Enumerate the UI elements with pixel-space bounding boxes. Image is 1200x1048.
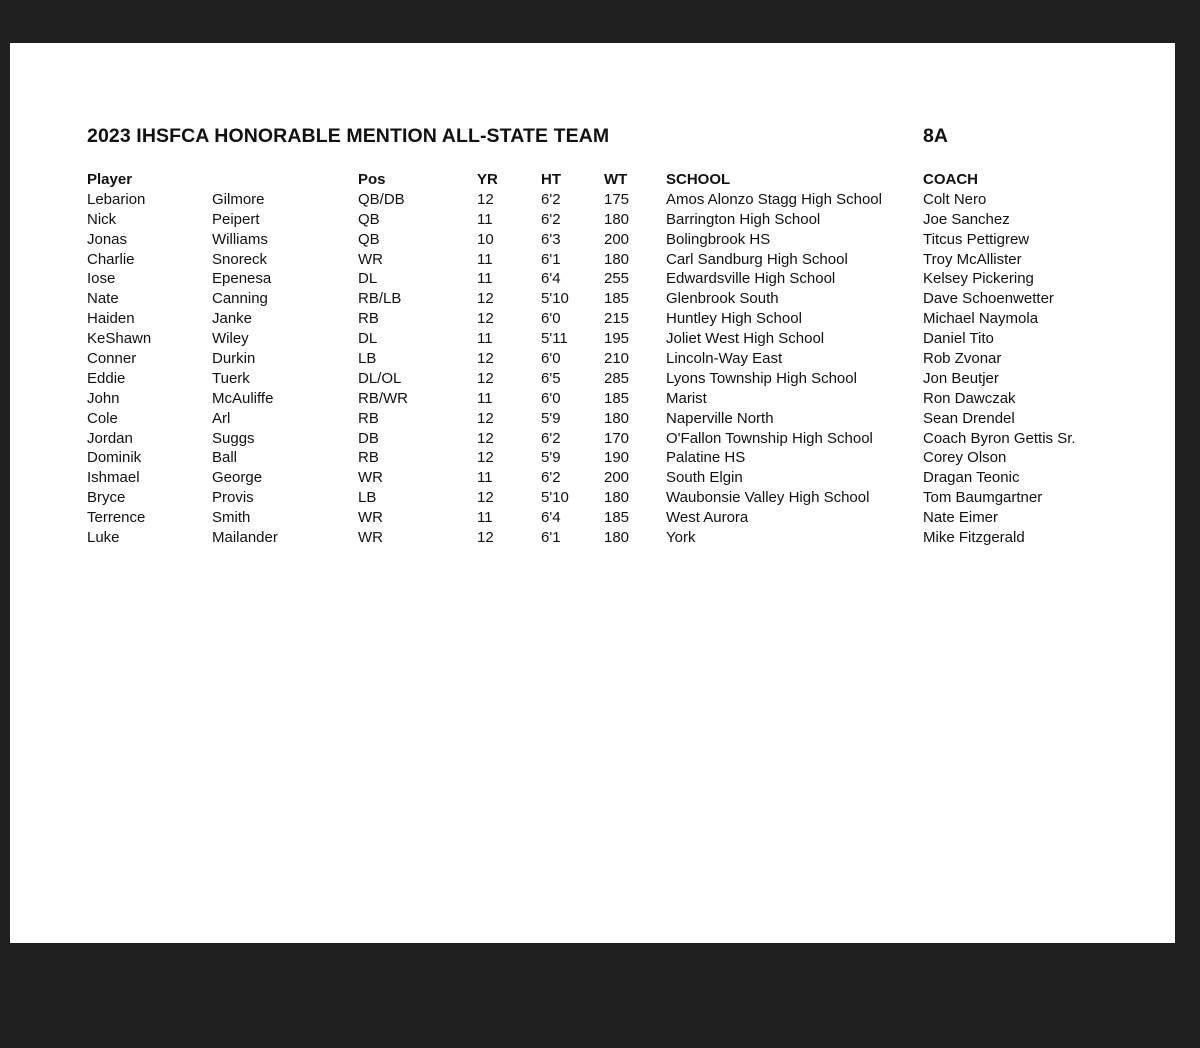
player-first-name: Cole bbox=[87, 409, 118, 427]
player-first-name: KeShawn bbox=[87, 330, 152, 348]
weight-cell: 195 bbox=[604, 330, 630, 348]
position-cell: WR bbox=[358, 509, 383, 527]
school-cell: Palatine HS bbox=[666, 449, 746, 467]
position-cell: QB bbox=[358, 210, 380, 228]
school-cell: Marist bbox=[666, 389, 707, 407]
coach-cell: Dragan Teonic bbox=[923, 469, 1020, 487]
player-last-name: Suggs bbox=[212, 429, 255, 447]
coach-cell: Titcus Pettigrew bbox=[923, 230, 1030, 248]
school-cell: Barrington High School bbox=[666, 210, 821, 228]
position-cell: LB bbox=[358, 489, 377, 507]
player-last-name: McAuliffe bbox=[212, 389, 274, 407]
weight-cell: 170 bbox=[604, 429, 630, 447]
year-cell: 12 bbox=[477, 489, 494, 507]
table-row bbox=[10, 190, 1175, 210]
coach-cell: Joe Sanchez bbox=[923, 210, 1010, 228]
year-cell: 12 bbox=[477, 529, 494, 547]
table-row bbox=[10, 508, 1175, 528]
weight-cell: 185 bbox=[604, 389, 630, 407]
coach-cell: Rob Zvonar bbox=[923, 350, 1002, 368]
position-cell: DB bbox=[358, 429, 379, 447]
weight-cell: 255 bbox=[604, 270, 630, 288]
coach-cell: Corey Olson bbox=[923, 449, 1007, 467]
year-cell: 12 bbox=[477, 290, 494, 308]
weight-cell: 185 bbox=[604, 509, 630, 527]
player-last-name: Provis bbox=[212, 489, 254, 507]
school-cell: Edwardsville High School bbox=[666, 270, 836, 288]
weight-cell: 285 bbox=[604, 369, 630, 387]
weight-cell: 215 bbox=[604, 310, 630, 328]
school-cell: South Elgin bbox=[666, 469, 743, 487]
player-last-name: Snoreck bbox=[212, 250, 268, 268]
header-school: SCHOOL bbox=[666, 171, 731, 188]
school-cell: O'Fallon Township High School bbox=[666, 429, 873, 447]
year-cell: 11 bbox=[477, 330, 493, 348]
table-row bbox=[10, 448, 1175, 468]
table-row bbox=[10, 269, 1175, 289]
school-cell: York bbox=[666, 529, 696, 547]
height-cell: 6'4 bbox=[541, 270, 561, 288]
table-row bbox=[10, 528, 1175, 548]
weight-cell: 180 bbox=[604, 210, 630, 228]
header-pos: Pos bbox=[358, 171, 386, 188]
school-cell: Naperville North bbox=[666, 409, 774, 427]
table-row bbox=[10, 409, 1175, 429]
position-cell: RB bbox=[358, 310, 379, 328]
weight-cell: 180 bbox=[604, 489, 630, 507]
height-cell: 5'9 bbox=[541, 409, 561, 427]
player-first-name: Lebarion bbox=[87, 190, 146, 208]
position-cell: DL bbox=[358, 330, 378, 348]
year-cell: 11 bbox=[477, 270, 493, 288]
player-first-name: Luke bbox=[87, 529, 120, 547]
height-cell: 6'1 bbox=[541, 250, 561, 268]
table-row bbox=[10, 309, 1175, 329]
weight-cell: 180 bbox=[604, 409, 630, 427]
table-body bbox=[10, 190, 1175, 548]
weight-cell: 180 bbox=[604, 250, 630, 268]
weight-cell: 185 bbox=[604, 290, 630, 308]
table-row bbox=[10, 289, 1175, 309]
position-cell: LB bbox=[358, 350, 377, 368]
height-cell: 6'2 bbox=[541, 469, 561, 487]
position-cell: QB/DB bbox=[358, 190, 405, 208]
school-cell: West Aurora bbox=[666, 509, 749, 527]
school-cell: Carl Sandburg High School bbox=[666, 250, 848, 268]
height-cell: 6'5 bbox=[541, 369, 561, 387]
header-yr: YR bbox=[477, 171, 498, 188]
header-player: Player bbox=[87, 171, 133, 188]
position-cell: WR bbox=[358, 529, 383, 547]
player-first-name: Ishmael bbox=[87, 469, 140, 487]
table-row bbox=[10, 250, 1175, 270]
header-coach: COACH bbox=[923, 171, 978, 188]
header-wt: WT bbox=[604, 171, 628, 188]
year-cell: 12 bbox=[477, 449, 494, 467]
coach-cell: Michael Naymola bbox=[923, 310, 1039, 328]
height-cell: 6'2 bbox=[541, 190, 561, 208]
year-cell: 11 bbox=[477, 469, 493, 487]
player-last-name: Arl bbox=[212, 409, 231, 427]
coach-cell: Colt Nero bbox=[923, 190, 987, 208]
coach-cell: Sean Drendel bbox=[923, 409, 1015, 427]
school-cell: Lincoln-Way East bbox=[666, 350, 783, 368]
player-last-name: Ball bbox=[212, 449, 238, 467]
player-last-name: Janke bbox=[212, 310, 253, 328]
player-last-name: Peipert bbox=[212, 210, 260, 228]
position-cell: WR bbox=[358, 469, 383, 487]
weight-cell: 180 bbox=[604, 529, 630, 547]
coach-cell: Nate Eimer bbox=[923, 509, 999, 527]
player-first-name: Conner bbox=[87, 350, 137, 368]
height-cell: 5'9 bbox=[541, 449, 561, 467]
table-row bbox=[10, 389, 1175, 409]
player-first-name: Charlie bbox=[87, 250, 135, 268]
weight-cell: 175 bbox=[604, 190, 630, 208]
school-cell: Huntley High School bbox=[666, 310, 802, 328]
player-last-name: Tuerk bbox=[212, 369, 250, 387]
player-last-name: Gilmore bbox=[212, 190, 265, 208]
player-last-name: George bbox=[212, 469, 263, 487]
school-cell: Amos Alonzo Stagg High School bbox=[666, 190, 882, 208]
year-cell: 12 bbox=[477, 310, 494, 328]
player-last-name: Wiley bbox=[212, 330, 249, 348]
year-cell: 12 bbox=[477, 409, 494, 427]
player-first-name: Iose bbox=[87, 270, 116, 288]
height-cell: 6'2 bbox=[541, 210, 561, 228]
player-first-name: Haiden bbox=[87, 310, 135, 328]
position-cell: RB bbox=[358, 409, 379, 427]
coach-cell: Daniel Tito bbox=[923, 330, 994, 348]
roster-table bbox=[10, 170, 1175, 548]
table-row bbox=[10, 210, 1175, 230]
position-cell: DL bbox=[358, 270, 378, 288]
table-row bbox=[10, 349, 1175, 369]
weight-cell: 200 bbox=[604, 469, 630, 487]
header-ht: HT bbox=[541, 171, 561, 188]
year-cell: 11 bbox=[477, 210, 493, 228]
year-cell: 11 bbox=[477, 250, 493, 268]
coach-cell: Jon Beutjer bbox=[923, 369, 999, 387]
player-last-name: Smith bbox=[212, 509, 251, 527]
height-cell: 6'0 bbox=[541, 389, 561, 407]
year-cell: 12 bbox=[477, 369, 494, 387]
year-cell: 10 bbox=[477, 230, 494, 248]
height-cell: 6'2 bbox=[541, 429, 561, 447]
position-cell: RB/WR bbox=[358, 389, 408, 407]
player-first-name: Dominik bbox=[87, 449, 142, 467]
document-page bbox=[10, 43, 1175, 943]
coach-cell: Ron Dawczak bbox=[923, 389, 1016, 407]
table-row bbox=[10, 369, 1175, 389]
table-row bbox=[10, 329, 1175, 349]
player-last-name: Mailander bbox=[212, 529, 278, 547]
position-cell: DL/OL bbox=[358, 369, 402, 387]
weight-cell: 190 bbox=[604, 449, 630, 467]
weight-cell: 200 bbox=[604, 230, 630, 248]
coach-cell: Tom Baumgartner bbox=[923, 489, 1043, 507]
player-last-name: Williams bbox=[212, 230, 268, 248]
player-first-name: Nate bbox=[87, 290, 119, 308]
player-first-name: John bbox=[87, 389, 120, 407]
year-cell: 11 bbox=[477, 389, 493, 407]
year-cell: 12 bbox=[477, 350, 494, 368]
coach-cell: Troy McAllister bbox=[923, 250, 1022, 268]
player-last-name: Canning bbox=[212, 290, 268, 308]
position-cell: RB bbox=[358, 449, 379, 467]
height-cell: 6'0 bbox=[541, 310, 561, 328]
height-cell: 6'1 bbox=[541, 529, 561, 547]
year-cell: 11 bbox=[477, 509, 493, 527]
table-row bbox=[10, 468, 1175, 488]
year-cell: 12 bbox=[477, 190, 494, 208]
school-cell: Joliet West High School bbox=[666, 330, 825, 348]
table-row bbox=[10, 488, 1175, 508]
height-cell: 5'11 bbox=[541, 330, 568, 348]
player-first-name: Nick bbox=[87, 210, 117, 228]
coach-cell: Coach Byron Gettis Sr. bbox=[923, 429, 1076, 447]
weight-cell: 210 bbox=[604, 350, 630, 368]
player-first-name: Terrence bbox=[87, 509, 146, 527]
school-cell: Glenbrook South bbox=[666, 290, 779, 308]
school-cell: Bolingbrook HS bbox=[666, 230, 771, 248]
division-label: 8A bbox=[923, 125, 948, 147]
player-first-name: Jordan bbox=[87, 429, 133, 447]
table-row bbox=[10, 429, 1175, 449]
height-cell: 5'10 bbox=[541, 489, 569, 507]
table-row bbox=[10, 230, 1175, 250]
player-first-name: Eddie bbox=[87, 369, 126, 387]
document-title: 2023 IHSFCA HONORABLE MENTION ALL-STATE TEAM bbox=[87, 125, 610, 147]
player-first-name: Jonas bbox=[87, 230, 128, 248]
coach-cell: Kelsey Pickering bbox=[923, 270, 1034, 288]
player-last-name: Durkin bbox=[212, 350, 256, 368]
position-cell: WR bbox=[358, 250, 383, 268]
height-cell: 6'0 bbox=[541, 350, 561, 368]
year-cell: 12 bbox=[477, 429, 494, 447]
school-cell: Waubonsie Valley High School bbox=[666, 489, 870, 507]
position-cell: RB/LB bbox=[358, 290, 402, 308]
coach-cell: Dave Schoenwetter bbox=[923, 290, 1054, 308]
coach-cell: Mike Fitzgerald bbox=[923, 529, 1025, 547]
position-cell: QB bbox=[358, 230, 380, 248]
height-cell: 6'4 bbox=[541, 509, 561, 527]
table-header-row bbox=[10, 170, 1175, 190]
player-last-name: Epenesa bbox=[212, 270, 272, 288]
height-cell: 6'3 bbox=[541, 230, 561, 248]
school-cell: Lyons Township High School bbox=[666, 369, 857, 387]
player-first-name: Bryce bbox=[87, 489, 126, 507]
height-cell: 5'10 bbox=[541, 290, 569, 308]
